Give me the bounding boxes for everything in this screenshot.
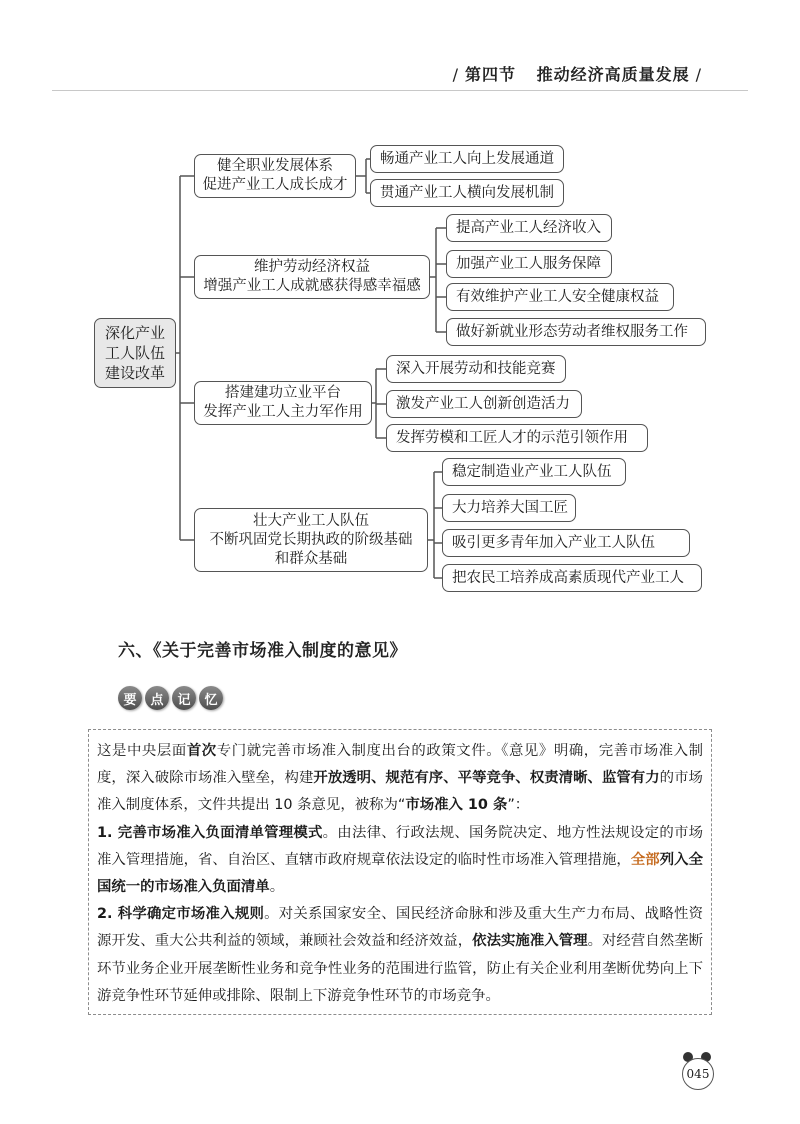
p1-text-2: 专门就完善市场准入制度出台的政策文件。《意见》明确，完善市场准入制度，深入破除市场准入壁垒，构建 — [97, 743, 703, 787]
p1-bold-first-time: 首次 — [186, 743, 217, 759]
key-points-tags — [118, 686, 223, 710]
branch-2-leaf-3: 有效维护产业工人安全健康权益 — [446, 283, 674, 311]
p1-sep-4: 、 — [587, 770, 602, 787]
branch-1-line-1: 健全职业发展体系 — [217, 158, 333, 174]
connector-branch-4 — [428, 472, 442, 578]
branch-3-leaf-3: 发挥劳模和工匠人才的示范引领作用 — [386, 424, 648, 452]
p1-text-3: 的市场准入制度体系，文件共提出 10 条意见，被称为“ — [97, 770, 703, 814]
branch-2-line-2: 增强产业工人成就感获得感幸福感 — [203, 278, 421, 294]
p2-heading: 1. 完善市场准入负面清单管理模式 — [97, 824, 323, 841]
branch-2-leaf-2: 加强产业工人服务保障 — [446, 250, 612, 278]
p1-bold-transparent: 开放透明 — [313, 770, 372, 787]
branch-3-line-2: 发挥产业工人主力军作用 — [203, 404, 363, 420]
root-line-1: 深化产业 — [104, 324, 165, 342]
p3-text-1: 。对关系国家安全、国民经济命脉和涉及重大生产力布局、战略性资源开发、重大公共利益的领域，兼顾社会效益和经济效益， — [97, 906, 703, 950]
p2-text-1: 。由法律、行政法规、国务院决定、地方性法规设定的市场准入管理措施，省、自治区、直辖市政府规章依法设定的临时性市场准入管理措施， — [97, 824, 703, 868]
connector-branch-3 — [372, 369, 386, 438]
p1-bold-fair: 平等竞争 — [457, 770, 516, 787]
p2-highlight-all: 全部 — [630, 851, 660, 868]
branch-3-line-1: 搭建建功立业平台 — [225, 385, 341, 401]
root-line-3: 建设改革 — [104, 364, 165, 382]
p3-text-2: 。对经营自然垄断环节业务企业开展垄断性业务和竞争性业务的范围进行监管，防止有关企业利用垄断优势向上下游竞争性环节延伸或排除、限制上下游竞争性环节的市场竞争。 — [97, 933, 703, 1004]
p1-sep-3: 、 — [515, 770, 530, 787]
branch-4-line-1: 壮大产业工人队伍 — [253, 512, 369, 529]
branch-2 — [194, 255, 430, 299]
connector-branch-1 — [356, 159, 370, 193]
p2-bold-list: 列入全国统一的市场准入负面清单 — [97, 851, 703, 896]
branch-3-leaf-1: 深入开展劳动和技能竞赛 — [386, 355, 566, 383]
p1-sep-2: 、 — [443, 770, 458, 787]
p1-bold-supervision: 监管有力 — [601, 770, 660, 787]
branch-3-leaf-2: 激发产业工人创新创造活力 — [386, 390, 582, 418]
branch-4-leaf-4: 把农民工培养成高素质现代产业工人 — [442, 564, 702, 592]
root-line-2: 工人队伍 — [104, 344, 165, 362]
p1-text-1: 这是中央层面 — [97, 743, 187, 759]
memo-paragraph-1 — [97, 738, 703, 820]
mindmap-root — [94, 318, 176, 388]
tag-2: 点 — [145, 686, 169, 710]
p3-heading: 2. 科学确定市场准入规则 — [97, 906, 265, 923]
memo-paragraph-3 — [97, 901, 703, 1010]
branch-2-leaf-1: 提高产业工人经济收入 — [446, 214, 612, 242]
branch-2-leaf-4: 做好新就业形态劳动者维权服务工作 — [446, 318, 706, 346]
p1-sep-1: 、 — [371, 770, 386, 787]
p1-bold-clear: 权责清晰 — [529, 770, 588, 787]
header-title: 推动经济高质量发展 — [536, 65, 690, 84]
branch-1-line-2: 促进产业工人成长成才 — [202, 177, 348, 193]
connector-root — [176, 176, 194, 540]
page-number: 045 — [682, 1058, 714, 1090]
branch-4-line-3: 和群众基础 — [274, 550, 348, 567]
connector-branch-2 — [430, 228, 446, 332]
branch-2-line-1: 维护劳动经济权益 — [254, 259, 370, 275]
branch-4-leaf-3: 吸引更多青年加入产业工人队伍 — [442, 529, 690, 557]
section-title: 六、《关于完善市场准入制度的意见》 — [118, 641, 407, 661]
tag-4: 忆 — [199, 686, 223, 710]
branch-4-line-2: 不断巩固党长期执政的阶级基础 — [209, 531, 413, 548]
branch-4-leaf-1: 稳定制造业产业工人队伍 — [442, 458, 626, 486]
p1-bold-orderly: 规范有序 — [385, 770, 444, 787]
p3-bold-management: 依法实施准入管理 — [472, 933, 588, 950]
p1-bold-ten-articles: 市场准入 10 条 — [405, 797, 508, 814]
branch-1 — [194, 154, 356, 198]
branch-4-leaf-2: 大力培养大国工匠 — [442, 494, 576, 522]
header-section: 第四节 — [465, 65, 517, 84]
memo-paragraph-2 — [97, 820, 703, 902]
p2-text-2: 。 — [269, 879, 285, 896]
branch-1-leaf-1: 畅通产业工人向上发展通道 — [370, 145, 564, 173]
p1-text-4: ”： — [507, 797, 530, 814]
branch-1-leaf-2: 贯通产业工人横向发展机制 — [370, 179, 564, 207]
running-header: / 第四节 推动经济高质量发展 / — [452, 65, 702, 84]
key-points-box — [88, 729, 712, 1015]
branch-4 — [194, 508, 428, 572]
branch-3 — [194, 381, 372, 425]
tag-1: 要 — [118, 686, 142, 710]
tag-3: 记 — [172, 686, 196, 710]
